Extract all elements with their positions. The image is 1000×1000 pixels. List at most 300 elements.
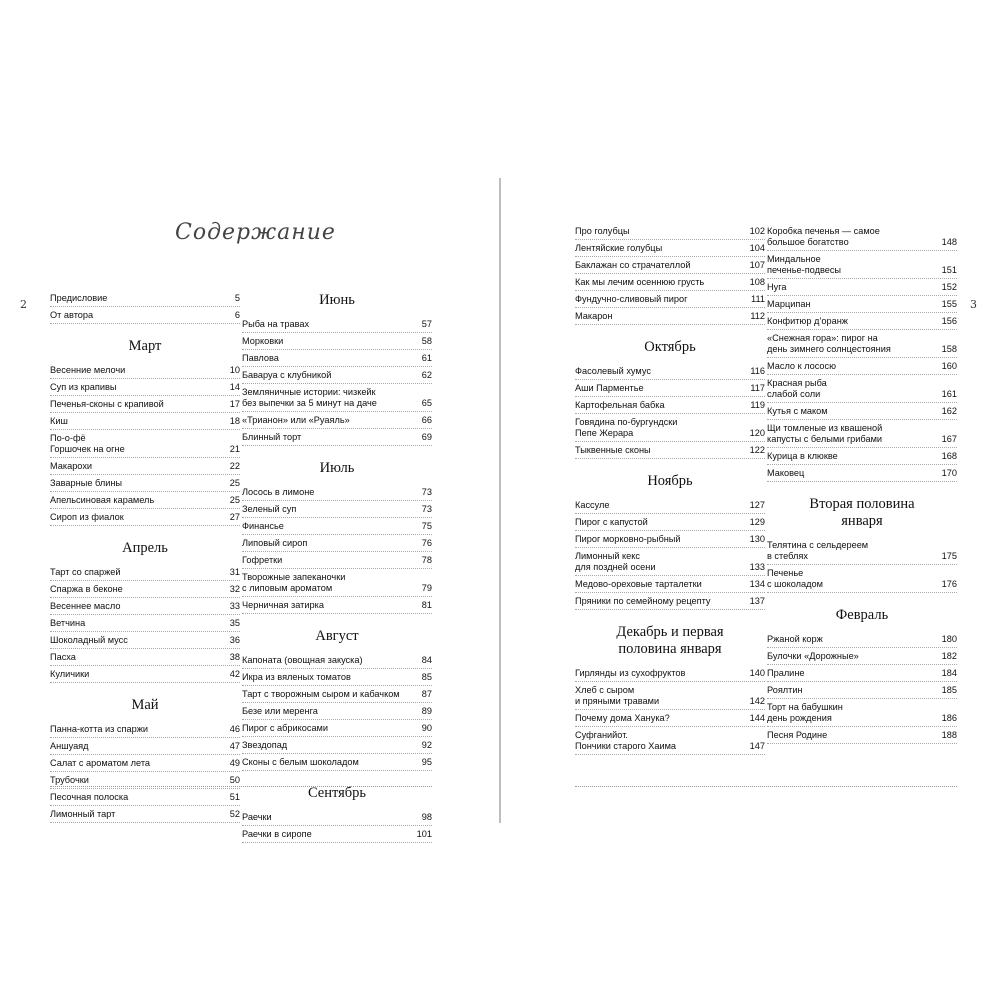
toc-entry[interactable] [575,594,765,610]
toc-entry-page: 184 [941,668,957,678]
section-title: Июнь [319,292,355,308]
toc-entry-label: Про голубцы [575,226,630,236]
toc-entry[interactable] [50,308,240,324]
toc-entry-label: Гофретки [242,555,283,565]
toc-entry-label: Красная рыба слабой соли [767,378,827,399]
toc-entry-page: 18 [229,416,240,426]
toc-entry-label: Предисловие [50,293,108,303]
toc-section [242,460,432,614]
toc-entry-label: Павлова [242,353,279,363]
toc-entry[interactable] [575,728,765,755]
toc-column-3 [575,224,765,769]
toc-section [242,628,432,771]
toc-entry-page: 61 [421,353,432,363]
section-title: Декабрь и первая половина января [616,624,724,657]
toc-entry-page: 84 [421,655,432,665]
toc-entry-label: Панна-котта из спаржи [50,724,148,734]
toc-entry-label: Апельсиновая карамель [50,495,155,505]
toc-entry-page: 161 [941,389,957,399]
toc-entry[interactable] [50,667,240,683]
toc-entry-page: 151 [941,265,957,275]
toc-entry-label: Телятина с сельдереем в стеблях [767,540,869,561]
toc-column-2 [242,288,432,857]
toc-entry[interactable] [242,721,432,737]
toc-entry-page: 155 [941,299,957,309]
toc-entry-page: 175 [941,551,957,561]
toc-entry[interactable] [575,381,765,397]
toc-entry-label: Звездопад [242,740,288,750]
toc-entry[interactable] [50,756,240,772]
toc-entry[interactable] [242,553,432,569]
toc-entry-label: Картофельная бабка [575,400,665,410]
toc-entry-label: Икра из вяленых томатов [242,672,351,682]
toc-entry-page: 75 [421,521,432,531]
toc-entry-page: 25 [229,495,240,505]
toc-entry-label: Пряники по семейному рецепту [575,596,711,606]
toc-entry-label: Морковки [242,336,284,346]
toc-entry-label: Торт на бабушкин день рождения [767,702,843,723]
toc-entry-label: Нуга [767,282,787,292]
toc-entry[interactable] [767,449,957,465]
toc-entry-page: 158 [941,344,957,354]
toc-entry-label: Финансье [242,521,284,531]
toc-entry-label: Липовый сироп [242,538,308,548]
toc-entry-label: Пралине [767,668,805,678]
toc-entry-page: 36 [229,635,240,645]
toc-entry[interactable] [767,666,957,682]
toc-entry-page: 38 [229,652,240,662]
toc-entry[interactable] [242,502,432,518]
toc-entry[interactable] [767,728,957,744]
toc-entry[interactable] [50,380,240,396]
toc-entry[interactable] [50,582,240,598]
toc-section [50,540,240,683]
toc-entry-page: 21 [229,444,240,454]
toc-entry-label: Раечки [242,812,272,822]
toc-entry-label: Заварные блины [50,478,123,488]
toc-entry[interactable] [50,363,240,379]
toc-entry-page: 25 [229,478,240,488]
toc-entry[interactable] [50,397,240,413]
section-title: Июль [319,460,355,476]
toc-entry[interactable] [575,443,765,459]
toc-entry-page: 107 [749,260,765,270]
toc-entry-page: 140 [749,668,765,678]
toc-entry[interactable] [50,493,240,509]
toc-entry[interactable] [242,670,432,686]
toc-entry-page: 186 [941,713,957,723]
toc-entry-page: 76 [421,538,432,548]
right-page-number: 3 [970,298,977,311]
toc-entry-label: От автора [50,310,94,320]
toc-entry-label: Черничная затирка [242,600,324,610]
toc-entry-label: Как мы лечим осеннюю грусть [575,277,705,287]
toc-entry-page: 87 [421,689,432,699]
toc-entry-label: Марципан [767,299,811,309]
toc-entry[interactable] [767,376,957,403]
toc-entry[interactable] [767,297,957,313]
toc-entry-label: Салат с ароматом лета [50,758,151,768]
left-bottom-rule [50,786,432,787]
toc-entry-label: Медово-ореховые тарталетки [575,579,702,589]
toc-entry[interactable] [575,292,765,308]
toc-section [50,291,240,324]
toc-entry[interactable] [242,413,432,429]
toc-entry[interactable] [242,570,432,597]
toc-entry-page: 147 [749,741,765,751]
toc-entry-page: 17 [229,399,240,409]
toc-entry-label: Суфганийот. Пончики старого Хаима [575,730,677,751]
toc-entry-page: 144 [749,713,765,723]
toc-section [575,473,765,610]
toc-entry[interactable] [767,683,957,699]
toc-entry[interactable] [575,241,765,257]
toc-entry-label: Печенье с шоколадом [767,568,823,589]
toc-entry-label: Спаржа в беконе [50,584,123,594]
toc-entry-page: 73 [421,504,432,514]
toc-column-1 [50,291,240,837]
toc-entry-page: 120 [749,428,765,438]
toc-column-4 [767,224,957,758]
toc-entry[interactable] [575,309,765,325]
toc-entry-page: 85 [421,672,432,682]
toc-entry-label: Сконы с белым шоколадом [242,757,359,767]
toc-entry-label: Роялтин [767,685,803,695]
left-page-number: 2 [20,298,27,311]
toc-entry-page: 180 [941,634,957,644]
toc-entry[interactable] [575,549,765,576]
toc-entry-label: Коробка печенья — самое большое богатство [767,226,880,247]
toc-entry-page: 73 [421,487,432,497]
toc-entry-label: Суп из крапивы [50,382,117,392]
toc-entry[interactable] [50,414,240,430]
toc-entry-page: 101 [416,829,432,839]
toc-entry[interactable] [242,738,432,754]
toc-entry[interactable] [767,700,957,727]
section-title: Октябрь [644,339,696,355]
toc-entry-page: 137 [749,596,765,606]
toc-section [50,697,240,823]
toc-entry[interactable] [242,385,432,412]
toc-entry-label: Раечки в сиропе [242,829,312,839]
toc-entry-label: Зеленый суп [242,504,297,514]
toc-entry-page: 133 [749,562,765,572]
toc-entry-page: 134 [749,579,765,589]
page-gutter [499,178,501,823]
toc-entry[interactable] [767,421,957,448]
toc-entry[interactable] [575,258,765,274]
section-title: Ноябрь [647,473,693,489]
toc-entry[interactable] [242,334,432,350]
toc-entry-label: Киш [50,416,68,426]
toc-entry[interactable] [767,466,957,482]
toc-entry-label: Хлеб с сыром и пряными травами [575,685,660,706]
toc-entry[interactable] [50,650,240,666]
toc-entry-page: 62 [421,370,432,380]
toc-entry-label: Трубочки [50,775,89,785]
toc-entry-label: «Трианон» или «Руаяль» [242,415,350,425]
toc-entry-page: 89 [421,706,432,716]
section-title: Сентябрь [307,785,367,801]
toc-entry-label: Маковец [767,468,805,478]
toc-entry-page: 98 [421,812,432,822]
toc-entry[interactable] [575,398,765,414]
toc-entry[interactable] [767,359,957,375]
toc-entry[interactable] [575,224,765,240]
toc-entry-page: 50 [229,775,240,785]
toc-entry-label: Курица в клюкве [767,451,838,461]
toc-entry[interactable] [575,364,765,380]
toc-entry[interactable] [767,331,957,358]
toc-entry-page: 5 [234,293,240,303]
toc-entry[interactable] [767,224,957,251]
toc-entry-page: 90 [421,723,432,733]
toc-entry[interactable] [50,739,240,755]
toc-entry[interactable] [50,616,240,632]
toc-entry-label: Пирог морковно-рыбный [575,534,681,544]
toc-entry[interactable] [575,532,765,548]
toc-entry-label: Безе или меренга [242,706,318,716]
toc-entry-page: 176 [941,579,957,589]
toc-entry[interactable] [242,317,432,333]
toc-entry-page: 66 [421,415,432,425]
toc-entry[interactable] [767,632,957,648]
toc-entry-label: Пирог с капустой [575,517,648,527]
toc-entry[interactable] [50,291,240,307]
toc-entry-page: 31 [229,567,240,577]
toc-entry[interactable] [575,498,765,514]
toc-entry-page: 32 [229,584,240,594]
toc-entry-label: Макарохи [50,461,93,471]
toc-entry-page: 57 [421,319,432,329]
toc-entry-page: 168 [941,451,957,461]
toc-entry[interactable] [50,565,240,581]
toc-entry-label: Фасолевый хумус [575,366,651,376]
toc-entry-page: 112 [750,311,765,321]
toc-entry-label: Говядина по-бургундски Пепе Жерара [575,417,678,438]
toc-entry-label: Весеннее масло [50,601,121,611]
toc-entry-page: 170 [941,468,957,478]
toc-section [242,292,432,446]
toc-entry-label: Сироп из фиалок [50,512,124,522]
toc-entry[interactable] [50,790,240,806]
toc-entry-page: 42 [229,669,240,679]
section-title: Вторая половина января [809,496,915,529]
toc-entry-label: Весенние мелочи [50,365,126,375]
toc-entry-label: Конфитюр д’оранж [767,316,848,326]
toc-entry-label: Кутья с маком [767,406,828,416]
toc-entry-label: Земляничные истории: чизкейк без выпечки за 5 минут на даче [242,387,377,408]
toc-entry[interactable] [242,827,432,843]
toc-entry[interactable] [575,415,765,442]
toc-entry-page: 51 [229,792,240,802]
toc-section [575,224,765,325]
toc-entry-label: Рыба на травах [242,319,310,329]
toc-entry-label: «Снежная гора»: пирог на день зимнего солнцестояния [767,333,891,354]
toc-entry-page: 129 [749,517,765,527]
toc-entry-page: 188 [941,730,957,740]
toc-entry-label: Тарт со спаржей [50,567,121,577]
toc-entry-label: По-о-фё Горшочек на огне [50,433,125,454]
toc-entry-label: Лимонный тарт [50,809,116,819]
toc-entry[interactable] [242,755,432,771]
toc-entry[interactable] [242,810,432,826]
toc-entry-page: 79 [421,583,432,593]
toc-entry[interactable] [575,577,765,593]
toc-entry[interactable] [767,538,957,565]
toc-entry-page: 142 [749,696,765,706]
toc-entry-label: Аншуаяд [50,741,89,751]
toc-entry[interactable] [242,653,432,669]
toc-entry-label: Баклажан со страчателлой [575,260,691,270]
toc-entry-label: Баваруа с клубникой [242,370,332,380]
toc-entry-page: 116 [750,366,765,376]
toc-entry[interactable] [242,687,432,703]
toc-entry[interactable] [50,431,240,458]
toc-entry-label: Пирог с абрикосами [242,723,329,733]
toc-entry-label: Творожные запеканочки с липовым ароматом [242,572,346,593]
toc-entry-page: 47 [229,741,240,751]
toc-entry[interactable] [50,599,240,615]
toc-entry[interactable] [242,368,432,384]
toc-entry[interactable] [242,519,432,535]
toc-entry-page: 27 [229,512,240,522]
toc-entry-page: 111 [751,294,765,304]
toc-entry[interactable] [575,515,765,531]
toc-entry-label: Масло к лососю [767,361,837,371]
toc-section [50,338,240,526]
toc-entry[interactable] [767,252,957,279]
toc-entry-page: 102 [749,226,765,236]
toc-entry[interactable] [50,807,240,823]
toc-entry-page: 65 [421,398,432,408]
toc-entry-label: Песня Родине [767,730,828,740]
toc-entry-label: Щи томленые из квашеной капусты с белыми грибами [767,423,883,444]
toc-section [767,496,957,593]
toc-entry[interactable] [50,510,240,526]
toc-entry[interactable] [575,275,765,291]
toc-entry-label: Тарт с творожным сыром и кабачком [242,689,400,699]
toc-entry-label: Ветчина [50,618,86,628]
toc-entry-label: Почему дома Ханука? [575,713,670,723]
toc-entry-page: 6 [234,310,240,320]
toc-entry-label: Лентяйские голубцы [575,243,663,253]
toc-entry[interactable] [242,598,432,614]
toc-entry-page: 49 [229,758,240,768]
toc-entry[interactable] [50,633,240,649]
toc-entry-page: 148 [941,237,957,247]
section-title: Апрель [122,540,168,556]
toc-entry-page: 46 [229,724,240,734]
toc-entry-page: 108 [749,277,765,287]
toc-entry-page: 127 [749,500,765,510]
toc-section [767,224,957,482]
section-title: Август [315,628,359,644]
toc-entry[interactable] [242,704,432,720]
toc-section [242,785,432,843]
toc-entry-page: 104 [749,243,765,253]
section-title: Май [131,697,159,713]
toc-entry-page: 14 [229,382,240,392]
toc-entry-page: 122 [749,445,765,455]
toc-entry-page: 35 [229,618,240,628]
toc-entry-page: 92 [421,740,432,750]
toc-entry[interactable] [767,314,957,330]
toc-entry-page: 81 [421,600,432,610]
toc-entry-label: Лимонный кекс для поздней осени [575,551,656,572]
toc-entry-label: Блинный торт [242,432,302,442]
toc-entry[interactable] [242,536,432,552]
toc-entry-label: Шоколадный мусс [50,635,128,645]
toc-entry-page: 156 [941,316,957,326]
toc-entry[interactable] [767,404,957,420]
toc-entry-page: 69 [421,432,432,442]
toc-entry-page: 117 [750,383,765,393]
toc-entry-label: Лосось в лимоне [242,487,315,497]
toc-entry-page: 33 [229,601,240,611]
toc-entry-page: 162 [941,406,957,416]
section-title: Февраль [835,607,889,623]
toc-entry-label: Печенья-сконы с крапивой [50,399,164,409]
toc-section [575,624,765,755]
section-title: Март [128,338,162,354]
toc-entry-page: 78 [421,555,432,565]
toc-entry-page: 160 [941,361,957,371]
toc-entry-page: 58 [421,336,432,346]
toc-section [575,339,765,459]
toc-section [767,607,957,744]
toc-entry[interactable] [575,711,765,727]
toc-title: Содержание [175,220,336,245]
toc-entry-label: Пасха [50,652,76,662]
toc-entry-page: 10 [229,365,240,375]
toc-entry-label: Булочки «Дорожные» [767,651,859,661]
toc-entry[interactable] [575,683,765,710]
toc-entry-page: 22 [229,461,240,471]
toc-entry-label: Аши Парментье [575,383,644,393]
toc-entry[interactable] [242,351,432,367]
toc-entry[interactable] [575,666,765,682]
toc-entry[interactable] [50,476,240,492]
toc-entry[interactable] [767,649,957,665]
toc-entry-page: 95 [421,757,432,767]
toc-entry-label: Тыквенные сконы [575,445,651,455]
toc-entry-label: Капоната (овощная закуска) [242,655,363,665]
toc-entry-label: Куличики [50,669,90,679]
toc-entry[interactable] [50,722,240,738]
toc-entry[interactable] [242,485,432,501]
toc-entry-page: 185 [941,685,957,695]
toc-entry[interactable] [50,459,240,475]
right-bottom-rule [575,786,957,787]
toc-entry-page: 167 [941,434,957,444]
toc-entry-label: Фундучно-сливовый пирог [575,294,688,304]
toc-entry-page: 130 [749,534,765,544]
toc-entry-label: Гирлянды из сухофруктов [575,668,686,678]
toc-entry-page: 52 [229,809,240,819]
toc-entry-label: Ржаной корж [767,634,823,644]
toc-entry-page: 182 [941,651,957,661]
toc-entry-label: Кассуле [575,500,610,510]
toc-entry-page: 152 [941,282,957,292]
toc-entry-label: Миндальное печенье-подвесы [767,254,842,275]
toc-entry-page: 119 [750,400,765,410]
toc-entry[interactable] [767,280,957,296]
toc-entry-label: Песочная полоска [50,792,129,802]
toc-entry[interactable] [767,566,957,593]
toc-entry[interactable] [242,430,432,446]
toc-entry-label: Макарон [575,311,613,321]
